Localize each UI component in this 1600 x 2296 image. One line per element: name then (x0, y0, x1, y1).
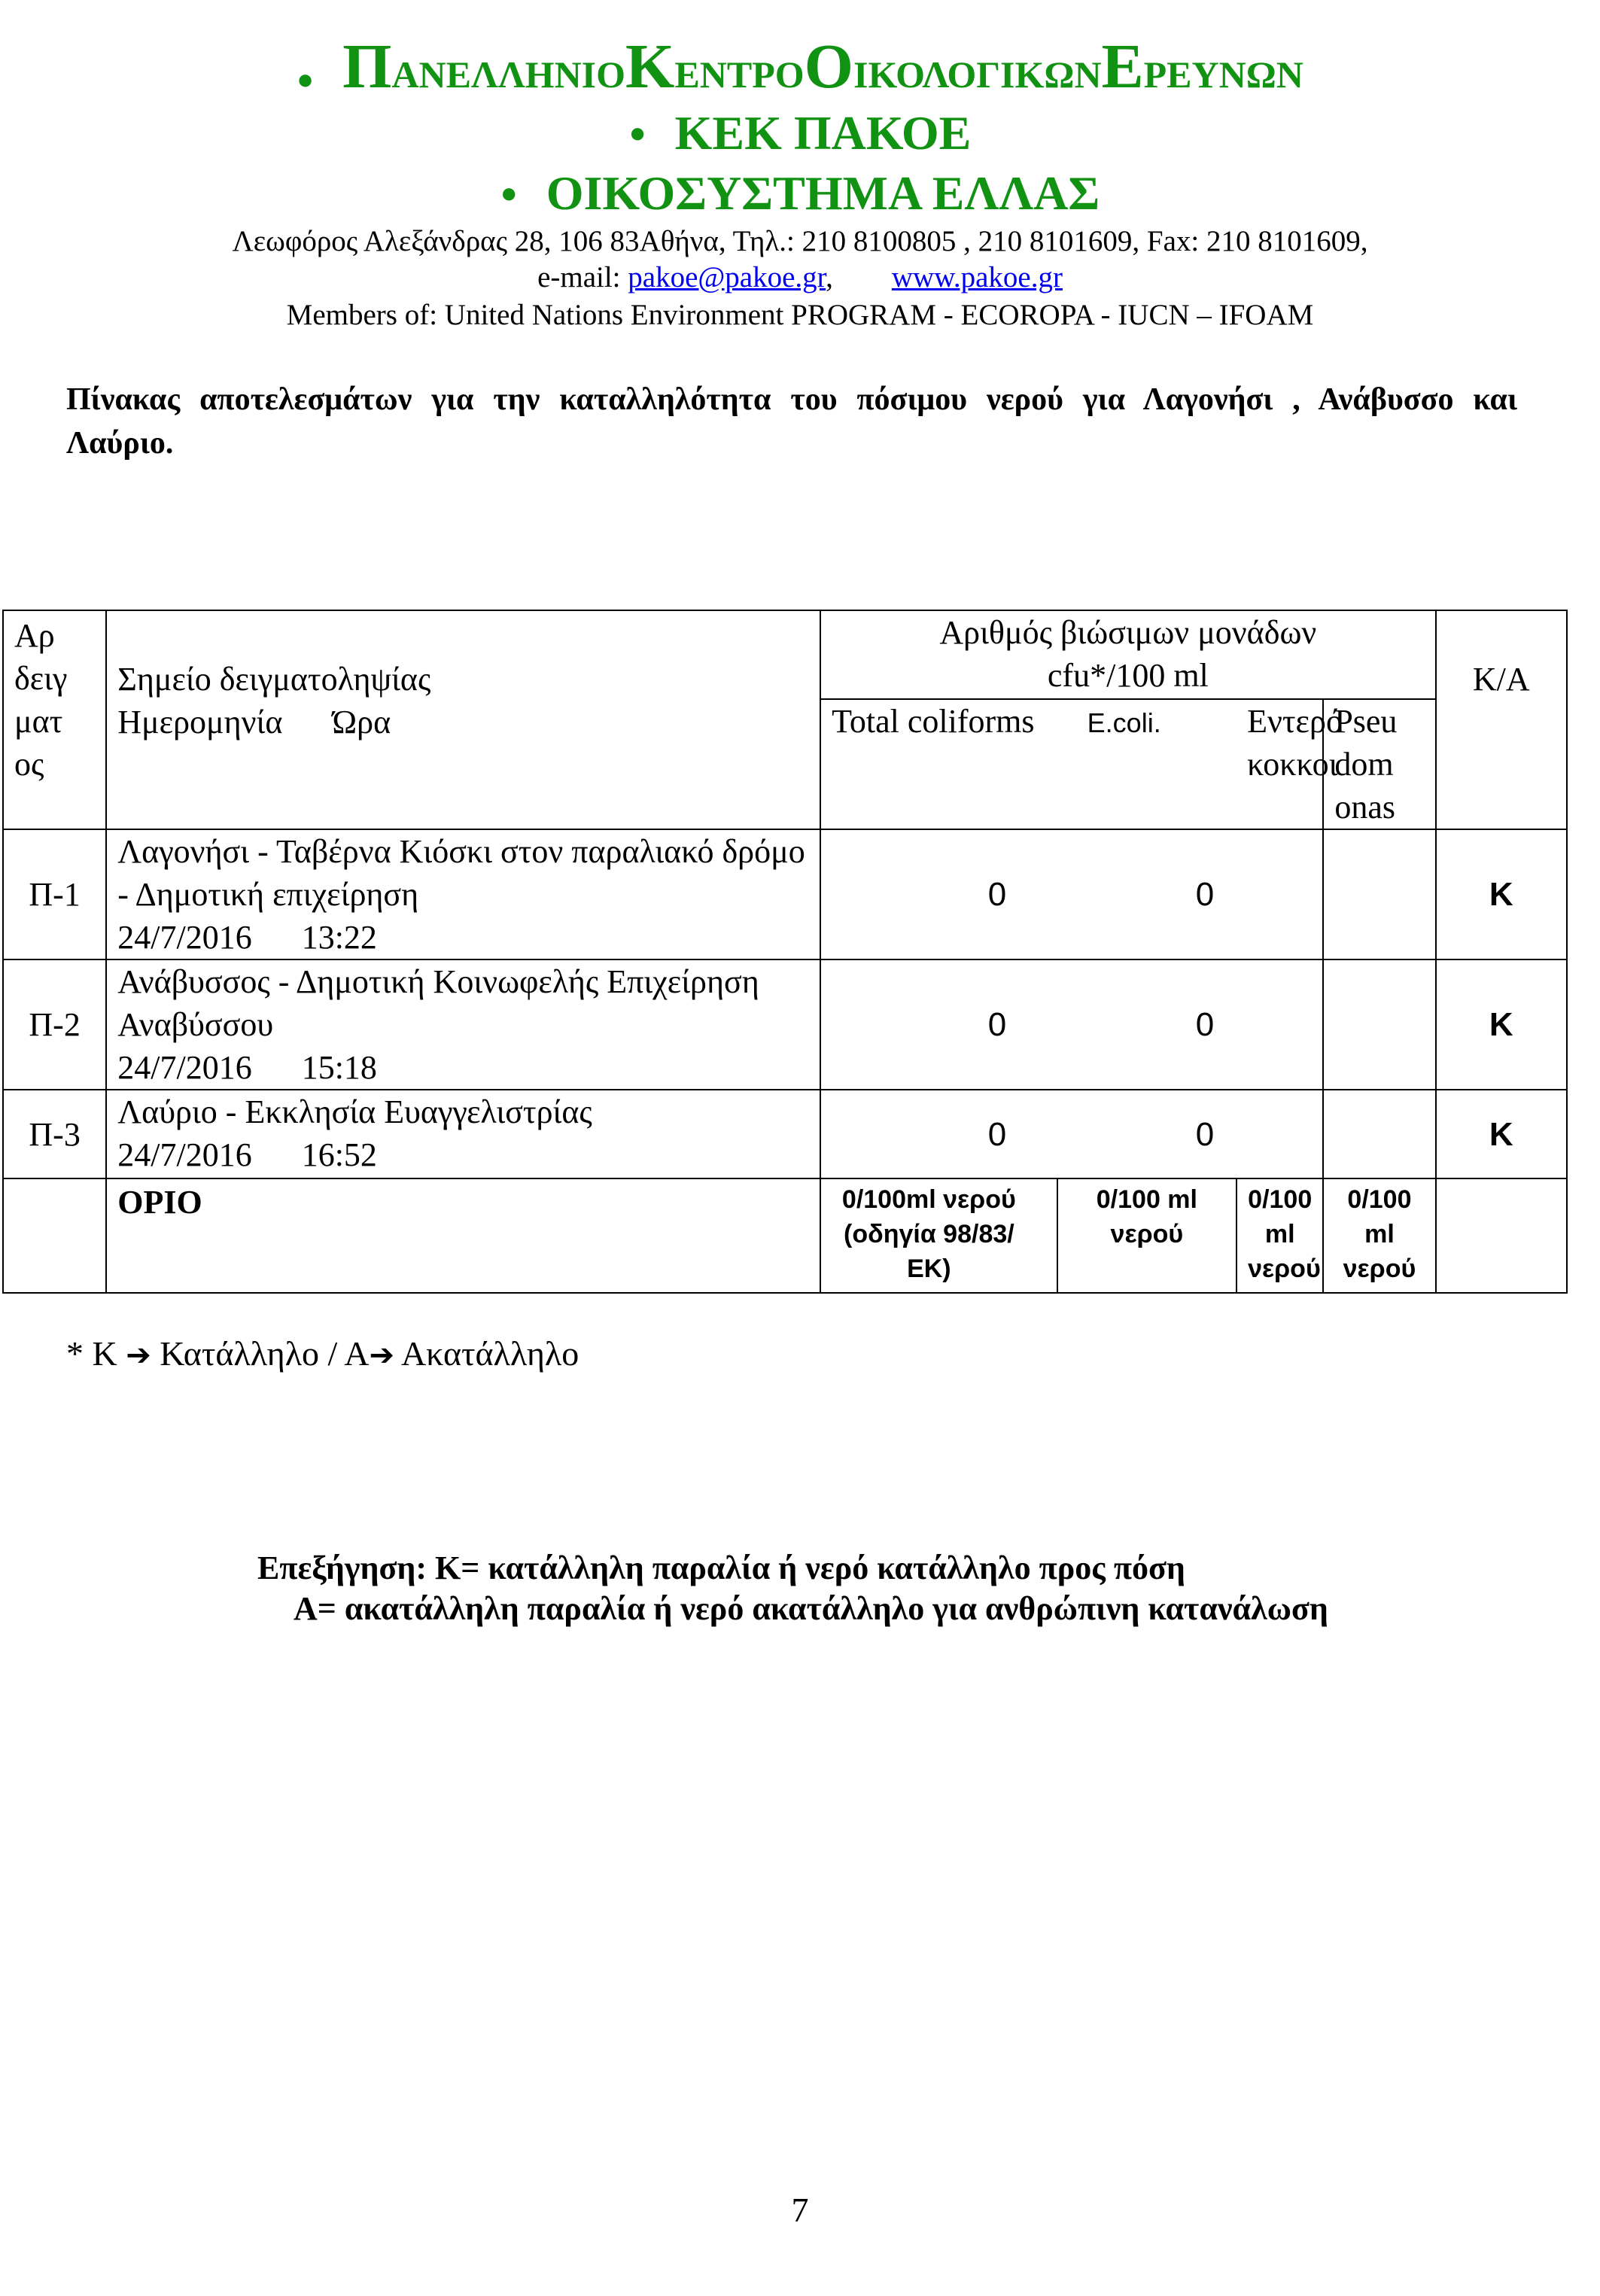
header-cfu-group: Αριθμός βιώσιμων μονάδων cfu*/100 ml (820, 610, 1436, 699)
header-pseudomonas: Pseu dom onas (1323, 699, 1435, 829)
total-coliforms-value: 0 (820, 959, 1173, 1090)
enterococci-value (1237, 959, 1323, 1090)
sample-code: Π-1 (3, 829, 106, 959)
header-total-coliforms: Total coliforms (820, 699, 1057, 829)
total-coliforms-value: 0 (820, 829, 1173, 959)
pseudomonas-value (1323, 829, 1435, 959)
table-row (3, 959, 1567, 1090)
table-row (3, 829, 1567, 959)
limit-total-coliforms: 0/100ml νερού (οδηγία 98/83/ΕΚ) (820, 1178, 1057, 1293)
header-sample-number: Αρ δειγ ματ ος (3, 610, 106, 829)
limit-pseudomonas: 0/100 ml νερού (1323, 1178, 1435, 1293)
document-title: Πίνακας αποτελεσμάτων για την καταλληλότητα του πόσιμου νερού για Λαγονήσι , Ανάβυσσο και Λαύριο. (66, 382, 1517, 461)
suitability-value: Κ (1436, 1090, 1567, 1178)
org-program-line: ● ΟΙΚΟΣΥΣΤΗΜΑ ΕΛΛΑΣ (500, 166, 1100, 220)
website-link[interactable]: www.pakoe.gr (891, 261, 1063, 293)
sampling-point-cell: Λαγονήσι - Ταβέρνα Κιόσκι στον παραλιακό δρόμο - Δημοτική επιχείρηση 24/7/2016 13:22 (106, 829, 820, 959)
limit-ecoli: 0/100 ml νερού (1057, 1178, 1237, 1293)
table-header-row (3, 610, 1567, 699)
suitability-value: Κ (1436, 959, 1567, 1090)
bullet-icon: ● (628, 117, 646, 150)
pseudomonas-value (1323, 1090, 1435, 1178)
header-ka: Κ/Α (1436, 610, 1567, 829)
limit-ka-cell (1436, 1178, 1567, 1293)
explanation-line-1: Επεξήγηση: Κ= κατάλληλη παραλία ή νερό κατάλληλο προς πόση (257, 1549, 1185, 1586)
suitability-value: Κ (1436, 829, 1567, 959)
explanation-line-2: Α= ακατάλληλη παραλία ή νερό ακατάλληλο για ανθρώπινη κατανάλωση (294, 1590, 1328, 1627)
enterococci-value (1237, 829, 1323, 959)
sampling-point-cell: Ανάβυσσος - Δημοτική Κοινωφελής Επιχείρηση Αναβύσσου 24/7/2016 15:18 (106, 959, 820, 1090)
limit-row (3, 1178, 1567, 1293)
arrow-right-icon: ➔ (369, 1338, 394, 1373)
sample-code: Π-3 (3, 1090, 106, 1178)
limit-enterococci: 0/100 ml νερού (1237, 1178, 1323, 1293)
arrow-right-icon: ➔ (126, 1338, 151, 1373)
members-line: Members of: United Nations Environment PROGRAM - ECOROPA - IUCN – IFOAM (286, 299, 1314, 331)
results-table (2, 610, 1568, 1294)
address-line: Λεωφόρος Αλεξάνδρας 28, 106 83Αθήνα, Τηλ.: 210 8100805 , 210 8101609, Fax: 210 8101609, (232, 225, 1368, 257)
ecoli-value: 0 (1173, 1090, 1237, 1178)
legend-note: * Κ ➔ Κατάλληλο / Α➔ Ακατάλληλο (66, 1334, 579, 1373)
ecoli-value: 0 (1173, 829, 1237, 959)
header-enterococci: Εντερό κοκκοι (1237, 699, 1323, 829)
bullet-icon: ● (297, 64, 315, 96)
org-name-line: ● ΠΑΝΕΛΛΗΝΙΟΚΕΝΤΡΟΟΙΚΟΛΟΓΙΚΩΝΕΡΕΥΝΩΝ (297, 32, 1303, 102)
total-coliforms-value: 0 (820, 1090, 1173, 1178)
header-ecoli: E.coli. (1057, 699, 1237, 829)
contact-line: e-mail: pakoe@pakoe.gr, www.pakoe.gr (537, 261, 1063, 293)
header-sampling-point: Σημείο δειγματοληψίας Ημερομηνία Ώρα (106, 610, 820, 829)
table-row (3, 1090, 1567, 1178)
ecoli-value: 0 (1173, 959, 1237, 1090)
bullet-icon: ● (500, 178, 518, 210)
org-subtitle-line: ● ΚΕΚ ΠΑΚΟΕ (628, 106, 972, 160)
limit-label: ΟΡΙΟ (106, 1178, 820, 1293)
sample-code: Π-2 (3, 959, 106, 1090)
email-link[interactable]: pakoe@pakoe.gr (628, 261, 826, 293)
limit-code-cell (3, 1178, 106, 1293)
pseudomonas-value (1323, 959, 1435, 1090)
page-number: 7 (791, 2191, 809, 2229)
enterococci-value (1237, 1090, 1323, 1178)
sampling-point-cell: Λαύριο - Εκκλησία Ευαγγελιστρίας 24/7/2016 16:52 (106, 1090, 820, 1178)
